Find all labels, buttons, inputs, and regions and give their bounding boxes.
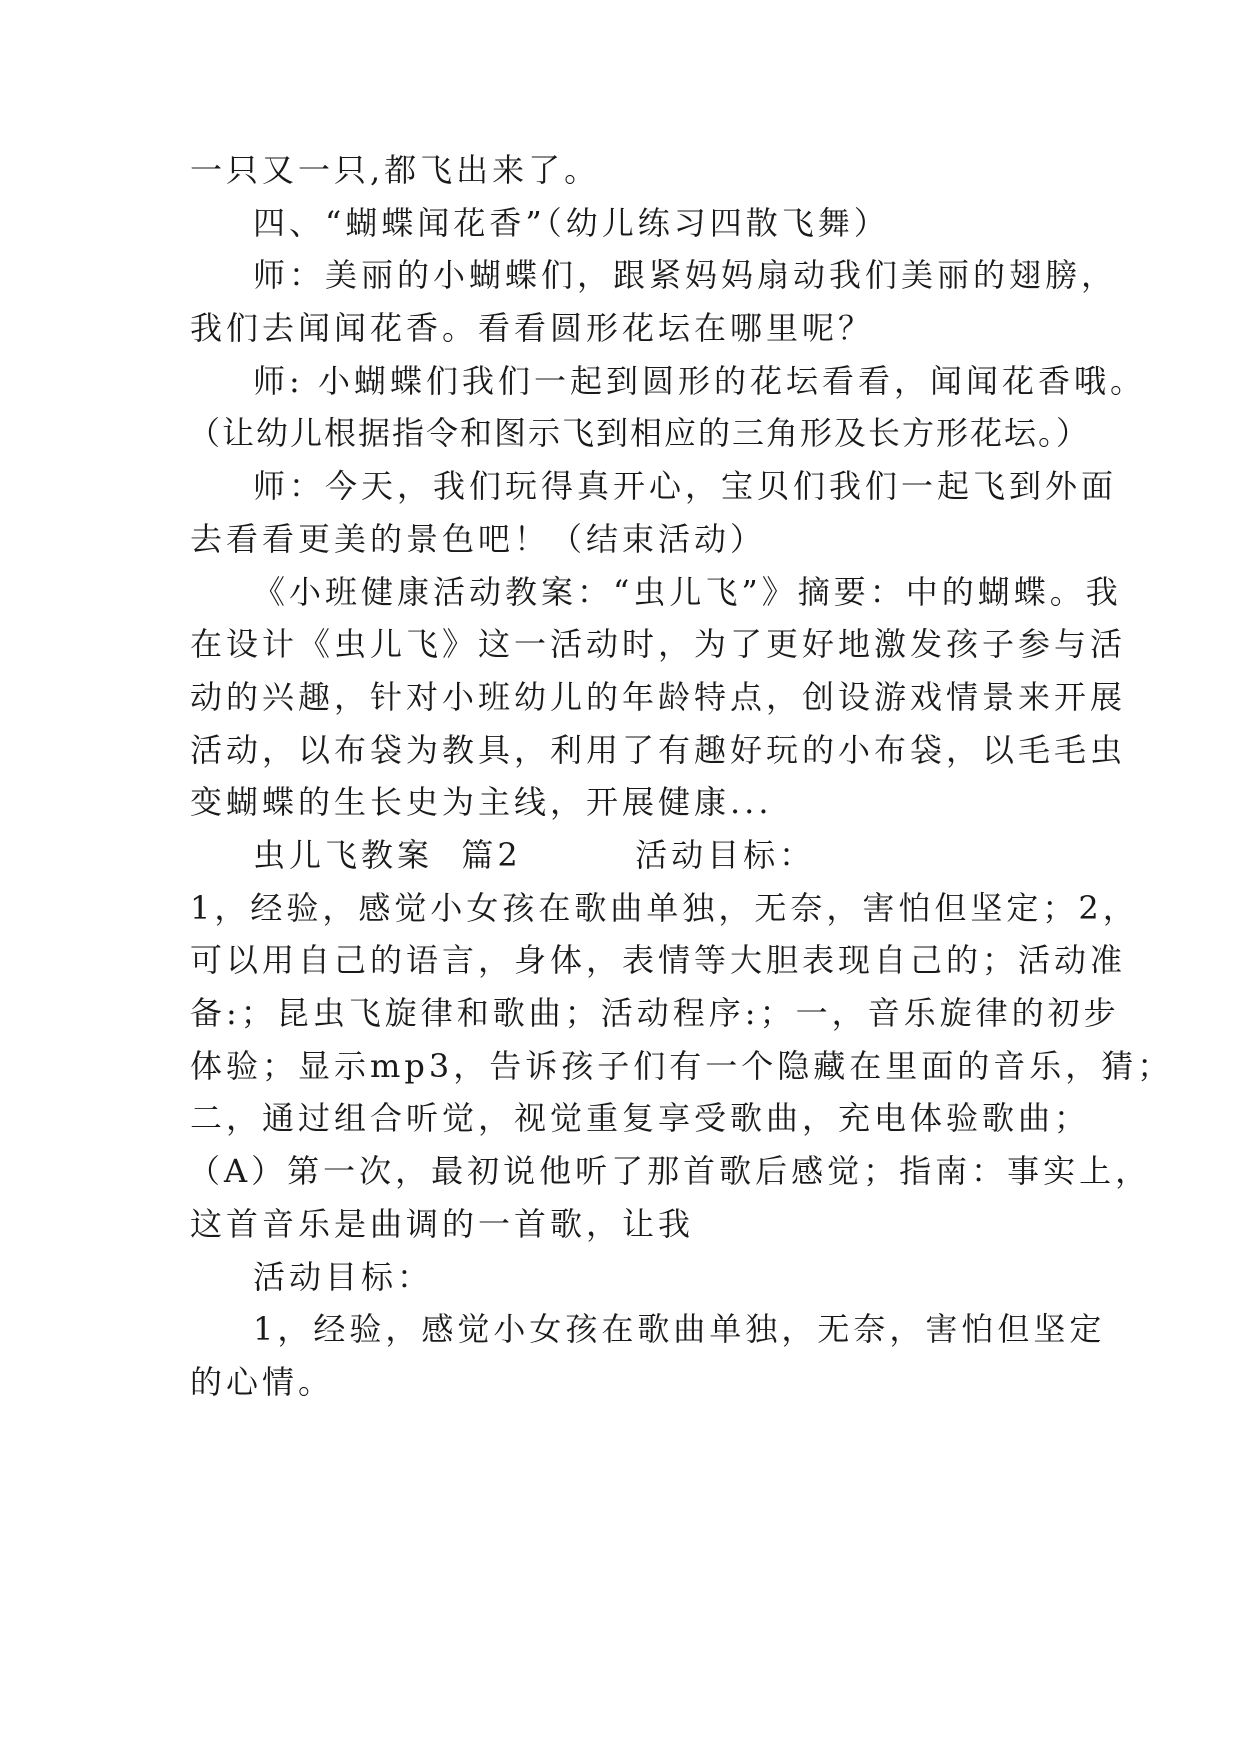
text-line: 一只又一只,都飞出来了。 (190, 151, 601, 189)
text-line: 活动，以布袋为教具，利用了有趣好玩的小布袋，以毛毛虫 (190, 731, 1127, 769)
text-line: 师：今天，我们玩得真开心，宝贝们我们一起飞到外面 (253, 467, 1118, 505)
text-line: 体验；显示mp3，告诉孩子们有一个隐藏在里面的音乐，猜； (190, 1047, 1174, 1085)
text-line: 可以用自己的语言，身体，表情等大胆表现自己的；活动准 (190, 941, 1127, 979)
text-line: 我们去闻闻花香。看看圆形花坛在哪里呢？ (190, 309, 875, 347)
text-line: 的心情。 (190, 1363, 335, 1401)
text-line: 在设计《虫儿飞》这一活动时，为了更好地激发孩子参与活 (190, 625, 1127, 663)
text-line: 师: 小蝴蝶们我们一起到圆形的花坛看看，闻闻花香哦。 (253, 362, 1146, 400)
text-line: 1，经验，感觉小女孩在歌曲单独，无奈，害怕但坚定；2， (190, 889, 1139, 927)
text-line: 师：美丽的小蝴蝶们，跟紧妈妈扇动我们美丽的翅膀， (253, 256, 1118, 294)
text-line: 二，通过组合听觉，视觉重复享受歌曲，充电体验歌曲； (190, 1099, 1091, 1137)
text-line: （让幼儿根据指令和图示飞到相应的三角形及长方形花坛。） (188, 414, 1091, 452)
text-line: 去看看更美的景色吧！（结束活动） (190, 520, 767, 558)
section-heading: 虫儿飞教案 篇2 活动目标： (253, 836, 816, 874)
section-heading: 四、“蝴蝶闻花香”（幼儿练习四散飞舞） (253, 204, 890, 242)
section-heading: 活动目标： (253, 1258, 434, 1296)
text-line: （A）第一次，最初说他听了那首歌后感觉；指南：事实上， (188, 1152, 1152, 1190)
text-line: 这首音乐是曲调的一首歌，让我 (190, 1205, 695, 1243)
text-line: 《小班健康活动教案：“虫儿飞”》摘要：中的蝴蝶。我 (253, 573, 1122, 611)
text-line: 变蝴蝶的生长史为主线，开展健康... (190, 783, 773, 821)
text-line: 备:；昆虫飞旋律和歌曲；活动程序:；一，音乐旋律的初步 (190, 994, 1120, 1032)
text-line: 1，经验，感觉小女孩在歌曲单独，无奈，害怕但坚定 (253, 1310, 1106, 1348)
text-line: 动的兴趣，针对小班幼儿的年龄特点，创设游戏情景来开展 (190, 678, 1127, 716)
